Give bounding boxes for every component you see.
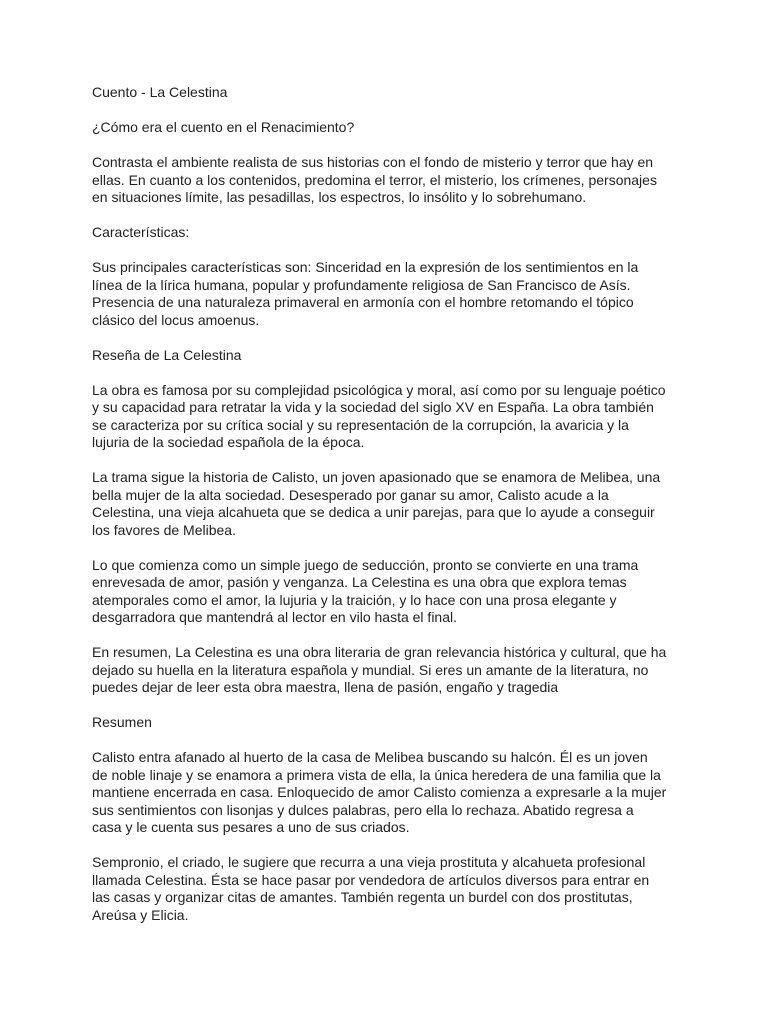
document-page <box>92 84 692 924</box>
review-paragraph-2: La trama sigue la historia de Calisto, un joven apasionado que se enamora de Melibea, una bella mujer de la alta sociedad. Desesperado por ganar su amor, Calisto acude a la Celestina, una vieja alcahueta que se dedica a unir parejas, para que lo ayude a conseguir los favores de Melibea. <box>92 469 661 538</box>
characteristics-heading: Características: <box>92 224 190 240</box>
intro-paragraph: Contrasta el ambiente realista de sus historias con el fondo de misterio y terror que hay en ellas. En cuanto a los contenidos, predomina el terror, el misterio, los crímenes, personajes en situaciones límite, las pesadillas, los espectros, lo insólito y lo sobrehumano. <box>92 154 657 205</box>
summary-paragraph-1: Calisto entra afanado al huerto de la casa de Melibea buscando su halcón. Él es un joven de noble linaje y se enamora a primera vista de ella, la única heredera de una familia que la mantiene encerrada en casa. Enloquecido de amor Calisto comienza a expresarle a la mujer sus sentimientos con lisonjas y dulces palabras, pero ella lo rechaza. Abatido regresa a casa y le cuenta sus pesares a uno de sus criados. <box>92 749 667 835</box>
review-paragraph-3: Lo que comienza como un simple juego de seducción, pronto se convierte en una trama enrevesada de amor, pasión y venganza. La Celestina es una obra que explora temas atemporales como el amor, la lujuria y la traición, y lo hace con una prosa elegante y desgarradora que mantendrá al lector en vilo hasta el final. <box>92 556 639 625</box>
summary-paragraph-2: Sempronio, el criado, le sugiere que recurra a una vieja prostituta y alcahueta profesional llamada Celestina. Ésta se hace pasar por vendedora de artículos diversos para entrar en las casas y organizar citas de amantes. También regenta un burdel con dos prostitutas, Areúsa y Elicia. <box>92 854 650 923</box>
section-question: ¿Cómo era el cuento en el Renacimiento? <box>92 119 355 135</box>
summary-heading: Resumen <box>92 714 152 730</box>
characteristics-paragraph: Sus principales características son: Sinceridad en la expresión de los sentimientos en la línea de la lírica humana, popular y profundamente religiosa de San Francisco de Asís. Presencia de una naturaleza primaveral en armonía con el hombre retomando el tópico clásico del locus amoenus. <box>92 259 639 328</box>
review-paragraph-4: En resumen, La Celestina es una obra literaria de gran relevancia histórica y cultural, que ha dejado su huella en la literatura española y mundial. Si eres un amante de la literatura, no puedes dejar de leer esta obra maestra, llena de pasión, engaño y tragedia <box>92 644 667 695</box>
review-paragraph-1: La obra es famosa por su complejidad psicológica y moral, así como por su lenguaje poético y su capacidad para retratar la vida y la sociedad del siglo XV en España. La obra también se caracteriza por su crítica social y su representación de la corrupción, la avaricia y la lujuria de la sociedad española de la época. <box>92 381 666 450</box>
document-title: Cuento - La Celestina <box>92 84 228 100</box>
review-heading: Reseña de La Celestina <box>92 346 242 363</box>
